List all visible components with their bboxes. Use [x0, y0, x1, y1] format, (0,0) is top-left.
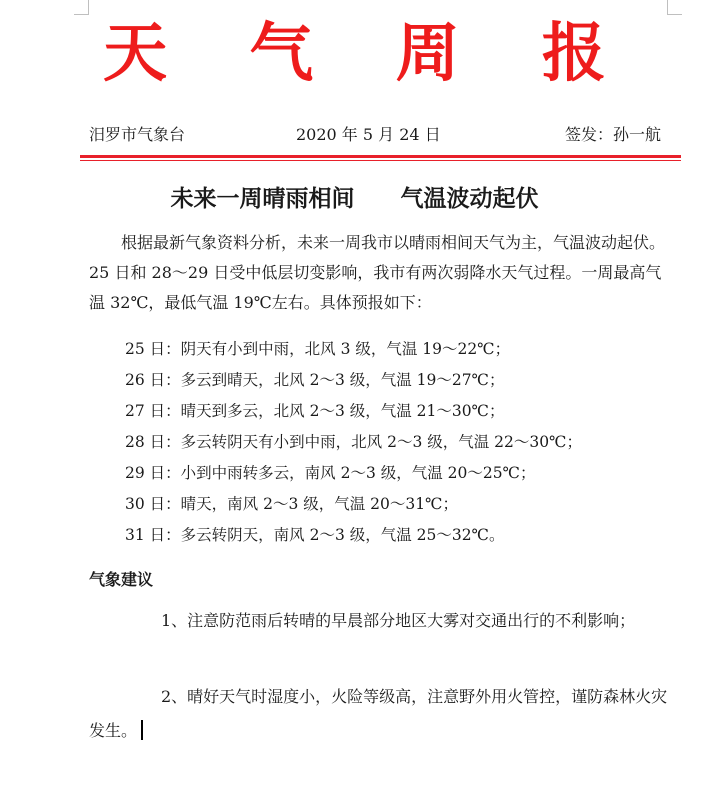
text-cursor: [141, 720, 143, 740]
page-corner-mark-left: [74, 0, 89, 15]
signoff-label: 签发：孙一航: [564, 125, 661, 144]
issuer-label: 汨罗市气象台: [89, 125, 186, 144]
header-rule-thick: [80, 155, 681, 158]
forecast-item[interactable]: 27 日：晴天到多云，北风 2～3 级，气温 21～30℃；: [125, 402, 505, 420]
page-corner-mark-right: [667, 0, 682, 15]
advice-item-1-text: 1、注意防范雨后转晴的早晨部分地区大雾对交通出行的不利影响；: [161, 611, 636, 630]
forecast-item[interactable]: 25 日：阴天有小到中雨，北风 3 级，气温 19～22℃；: [125, 340, 511, 358]
intro-paragraph[interactable]: 根据最新气象资料分析，未来一周我市以晴雨相间天气为主，气温波动起伏。25 日和 28～29 日受中低层切变影响，我市有两次弱降水天气过程。一周最高气温 32℃，最低气温 19℃左右。具体预报如下：: [89, 233, 666, 312]
forecast-item[interactable]: 30 日：晴天，南风 2～3 级，气温 20～31℃；: [125, 495, 458, 513]
header-rule-thin: [80, 160, 681, 161]
forecast-item[interactable]: 29 日：小到中雨转多云，南风 2～3 级，气温 20～25℃；: [125, 464, 536, 482]
masthead-title: 天 气 周 报: [103, 17, 636, 91]
advice-item-2-text: 2、晴好天气时湿度小，火险等级高，注意野外用火管控，谨防森林火灾发生。: [89, 687, 668, 740]
advice-item-2[interactable]: [89, 680, 669, 748]
issue-date: 2020 年 5 月 24 日: [296, 125, 441, 144]
forecast-item[interactable]: 28 日：多云转阴天有小到中雨，北风 2～3 级，气温 22～30℃；: [125, 433, 582, 451]
forecast-item[interactable]: 26 日：多云到晴天，北风 2～3 级，气温 19～27℃；: [125, 371, 505, 389]
article-headline: 未来一周晴雨相间 气温波动起伏: [170, 185, 539, 212]
advice-item-1[interactable]: [89, 604, 669, 638]
forecast-list: [125, 334, 582, 551]
advice-heading: 气象建议: [89, 570, 154, 589]
forecast-item[interactable]: 31 日：多云转阴天，南风 2～3 级，气温 25～32℃。: [125, 526, 505, 544]
